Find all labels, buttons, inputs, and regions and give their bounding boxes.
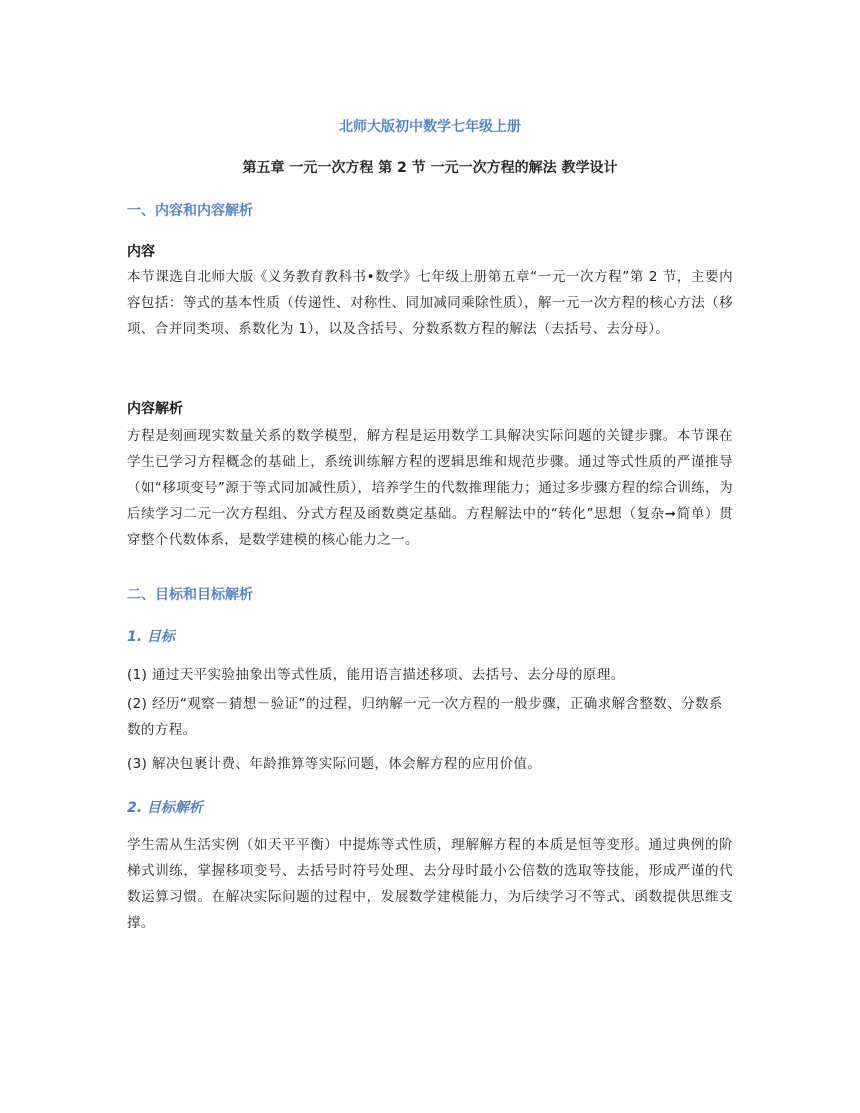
content-label: 内容 <box>127 244 155 260</box>
goal-item-3: (3) 解决包裹计费、年龄推算等实际问题，体会解方程的应用价值。 <box>127 756 542 772</box>
goals-analysis-label: 2. 目标解析 <box>127 800 203 816</box>
content-paragraph: 本节课选自北师大版《义务教育教科书•数学》七年级上册第五章“一元一次方程”第 2 节，主要内容包括：等式的基本性质（传递性、对称性、同加减同乘除性质），解一元一次方程的核心方法（移项、合并同类项、系数化为 1），以及含括号、分数系数方程的解法（去括号、去分母）。 <box>127 269 733 337</box>
section-heading-goals: 二、目标和目标解析 <box>127 587 253 603</box>
content-analysis-paragraph: 方程是刻画现实数量关系的数学模型，解方程是运用数学工具解决实际问题的关键步骤。本节课在学生已学习方程概念的基础上，系统训练解方程的逻辑思维和规范步骤。通过等式性质的严谨推导（如“移项变号”源于等式同加减性质），培养学生的代数推理能力；通过多步骤方程的综合训练，为后续学习二元一次方程组、分式方程及函数奠定基础。方程解法中的“转化”思想（复杂➞简单）贯穿整个代数体系，是数学建模的核心能力之一。 <box>127 428 733 548</box>
chapter-title: 第五章 一元一次方程 第 2 节 一元一次方程的解法 教学设计 <box>242 160 618 176</box>
goals-label: 1. 目标 <box>127 629 175 645</box>
goal-item-2: (2) 经历“观察－猜想－验证”的过程，归纳解一元一次方程的一般步骤，正确求解含整数、分数系数的方程。 <box>127 696 723 738</box>
book-title: 北师大版初中数学七年级上册 <box>339 119 521 135</box>
section-heading-content: 一、内容和内容解析 <box>127 203 253 219</box>
content-analysis-label: 内容解析 <box>127 401 183 417</box>
goal-item-1: (1) 通过天平实验抽象出等式性质，能用语言描述移项、去括号、去分母的原理。 <box>127 667 625 683</box>
goals-analysis-paragraph: 学生需从生活实例（如天平平衡）中提炼等式性质，理解解方程的本质是恒等变形。通过典例的阶梯式训练，掌握移项变号、去括号时符号处理、去分母时最小公倍数的选取等技能，形成严谨的代数运算习惯。在解决实际问题的过程中，发展数学建模能力，为后续学习不等式、函数提供思维支撑。 <box>127 837 733 931</box>
